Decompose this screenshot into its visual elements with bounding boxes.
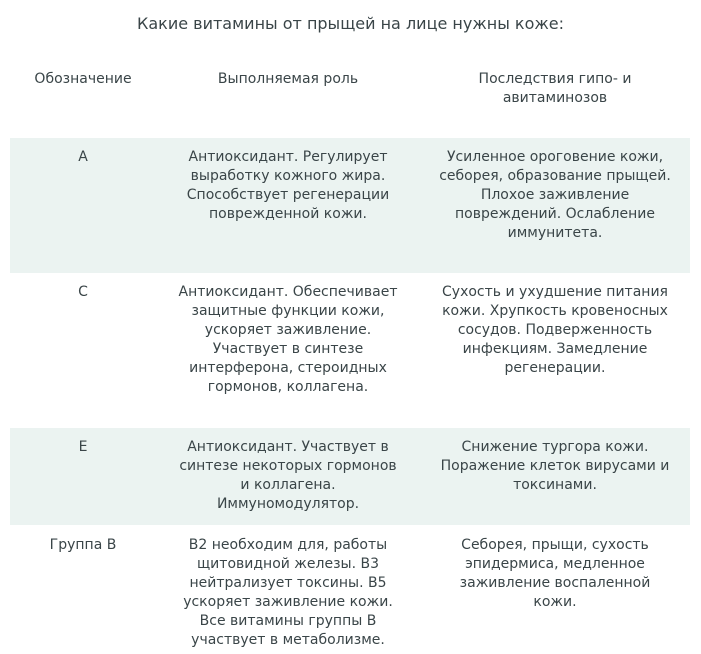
vitamins-table xyxy=(10,60,690,654)
header-designation: Обозначение xyxy=(34,71,132,87)
table-row xyxy=(10,428,690,525)
vitamin-cell: С xyxy=(78,284,88,300)
effects-cell: Усиленное ороговение кожи, себорея, образование прыщей. Плохое заживление повреждений. Ослабление иммунитета. xyxy=(420,138,690,273)
vitamin-cell: А xyxy=(10,138,156,273)
table-row xyxy=(10,525,690,654)
header-deficiency-effects: Последствия гипо- и авитаминозов xyxy=(478,71,632,106)
effects-cell: Себорея, прыщи, сухость эпидермиса, медленное заживление воспаленной кожи. xyxy=(459,537,651,610)
vitamin-cell: Е xyxy=(10,428,156,525)
role-cell: Антиоксидант. Обеспечивает защитные функции кожи, ускоряет заживление. Участвует в синтезе интерферона, стероидных гормонов, коллагена. xyxy=(178,284,398,395)
header-role: Выполняемая роль xyxy=(217,71,359,87)
effects-cell: Сухость и ухудшение питания кожи. Хрупкость кровеносных сосудов. Подверженность инфекциям. Замедление регенерации. xyxy=(442,284,668,376)
table-title: Какие витамины от прыщей на лице нужны коже: xyxy=(136,14,565,33)
role-cell: Антиоксидант. Регулирует выработку кожного жира. Способствует регенерации поврежденной кожи. xyxy=(156,138,420,273)
role-cell: Антиоксидант. Участвует в синтезе некоторых гормонов и коллагена. Иммуномодулятор. xyxy=(156,428,420,525)
effects-cell: Снижение тургора кожи. Поражение клеток вирусами и токсинами. xyxy=(420,428,690,525)
table-row xyxy=(10,273,690,428)
role-cell: В2 необходим для, работы щитовидной железы. В3 нейтрализует токсины. В5 ускоряет заживление кожи. Все витамины группы В участвует в метаболизме. xyxy=(183,537,393,648)
table-row xyxy=(10,138,690,273)
vitamin-cell: Группа В xyxy=(49,537,117,553)
table-header-row xyxy=(10,60,690,138)
